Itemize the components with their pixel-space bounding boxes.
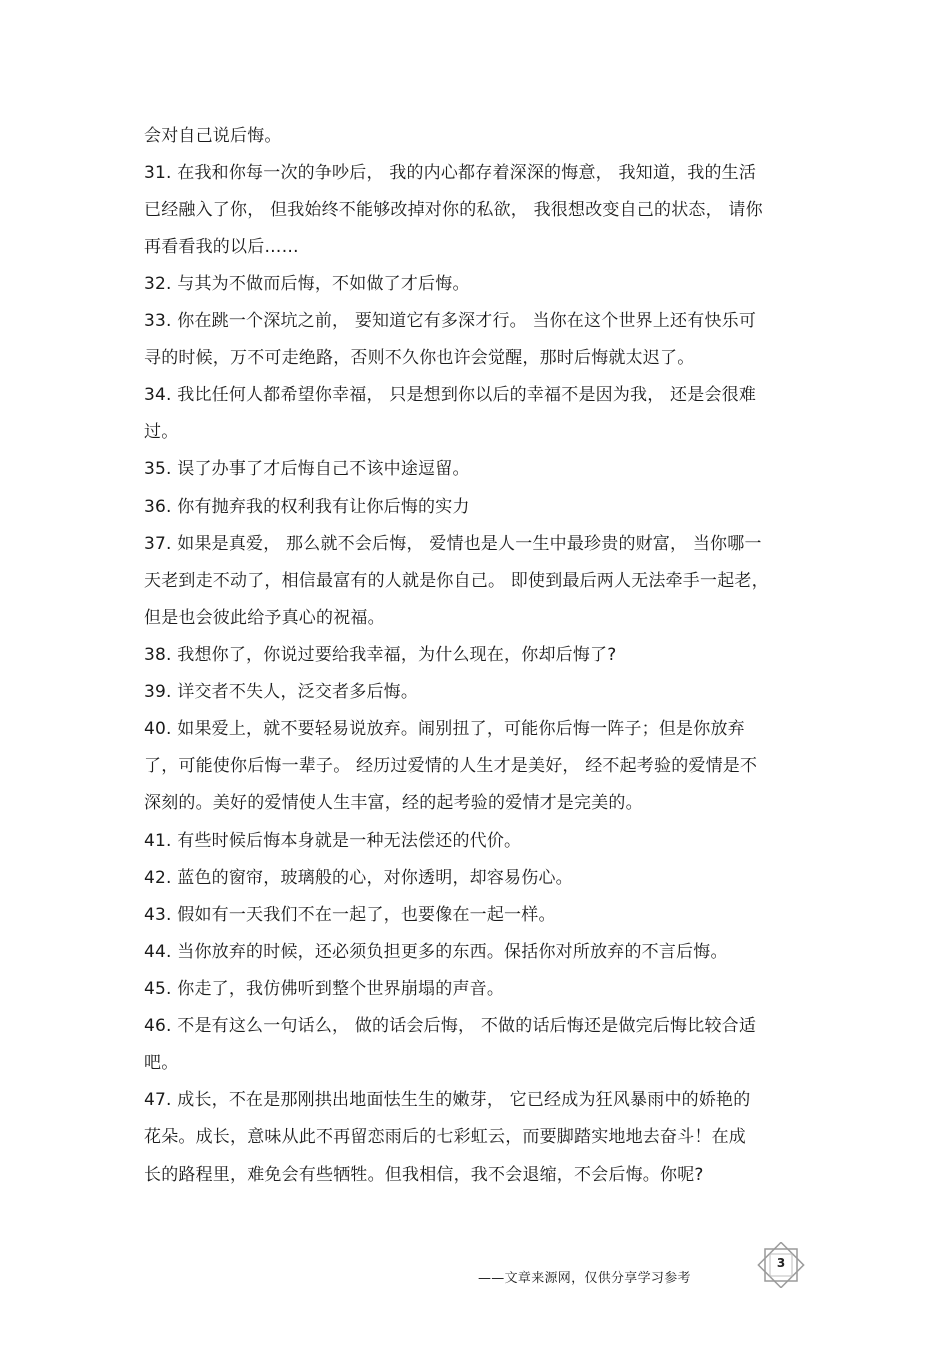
text-line: 但是也会彼此给予真心的祝福。: [144, 608, 385, 628]
text-line: 33. 你在跳一个深坑之前， 要知道它有多深才行。 当你在这个世界上还有快乐可: [144, 311, 757, 331]
text-line: 42. 蓝色的窗帘，玻璃般的心，对你透明，却容易伤心。: [144, 868, 573, 888]
text-line: 37. 如果是真爱， 那么就不会后悔， 爱情也是人一生中最珍贵的财富， 当你哪一: [144, 534, 762, 554]
text-line: 32. 与其为不做而后悔，不如做了才后悔。: [144, 274, 470, 294]
text-line: 天老到走不动了，相信最富有的人就是你自己。 即使到最后两人无法牵手一起老，: [144, 571, 769, 591]
text-line: 长的路程里，难免会有些牺牲。但我相信，我不会退缩，不会后悔。你呢?: [144, 1165, 704, 1185]
text-line: 会对自己说后悔。: [144, 126, 282, 146]
text-line: 46. 不是有这么一句话么， 做的话会后悔， 不做的话后悔还是做完后悔比较合适: [144, 1016, 757, 1036]
text-line: 寻的时候，万不可走绝路，否则不久你也许会觉醒，那时后悔就太迟了。: [144, 348, 695, 368]
page-number: 3: [776, 1256, 786, 1270]
text-line: 43. 假如有一天我们不在一起了，也要像在一起一样。: [144, 905, 556, 925]
text-line: 40. 如果爱上，就不要轻易说放弃。闹别扭了，可能你后悔一阵子；但是你放弃: [144, 719, 745, 739]
text-line: 35. 误了办事了才后悔自己不该中途逗留。: [144, 459, 470, 479]
text-line: 36. 你有抛弃我的权利我有让你后悔的实力: [144, 497, 470, 517]
text-line: 44. 当你放弃的时候，还必须负担更多的东西。保括你对所放弃的不言后悔。: [144, 942, 728, 962]
footer-source-note: ——文章来源网，仅供分享学习参考: [478, 1271, 691, 1286]
text-line: 38. 我想你了，你说过要给我幸福，为什么现在，你却后悔了?: [144, 645, 617, 665]
text-line: 花朵。成长，意味从此不再留恋雨后的七彩虹云，而要脚踏实地地去奋斗！在成: [144, 1127, 746, 1147]
text-line: 34. 我比任何人都希望你幸福， 只是想到你以后的幸福不是因为我， 还是会很难: [144, 385, 757, 405]
text-line: 45. 你走了，我仿佛听到整个世界崩塌的声音。: [144, 979, 505, 999]
text-line: 深刻的。美好的爱情使人生丰富，经的起考验的爱情才是完美的。: [144, 793, 643, 813]
text-line: 41. 有些时候后悔本身就是一种无法偿还的代价。: [144, 831, 522, 851]
text-line: 再看看我的以后……: [144, 237, 299, 257]
text-line: 了，可能使你后悔一辈子。 经历过爱情的人生才是美好， 经不起考验的爱情是不: [144, 756, 758, 776]
text-line: 吧。: [144, 1053, 179, 1073]
page-number-badge: [756, 1242, 806, 1288]
text-line: 已经融入了你， 但我始终不能够改掉对你的私欲， 我很想改变自己的状态， 请你: [144, 200, 763, 220]
text-line: 过。: [144, 422, 179, 442]
text-line: 31. 在我和你每一次的争吵后， 我的内心都存着深深的悔意， 我知道，我的生活: [144, 163, 757, 183]
text-line: 39. 详交者不失人，泛交者多后悔。: [144, 682, 419, 702]
text-line: 47. 成长，不在是那刚拱出地面怯生生的嫩芽， 它已经成为狂风暴雨中的娇艳的: [144, 1090, 751, 1110]
